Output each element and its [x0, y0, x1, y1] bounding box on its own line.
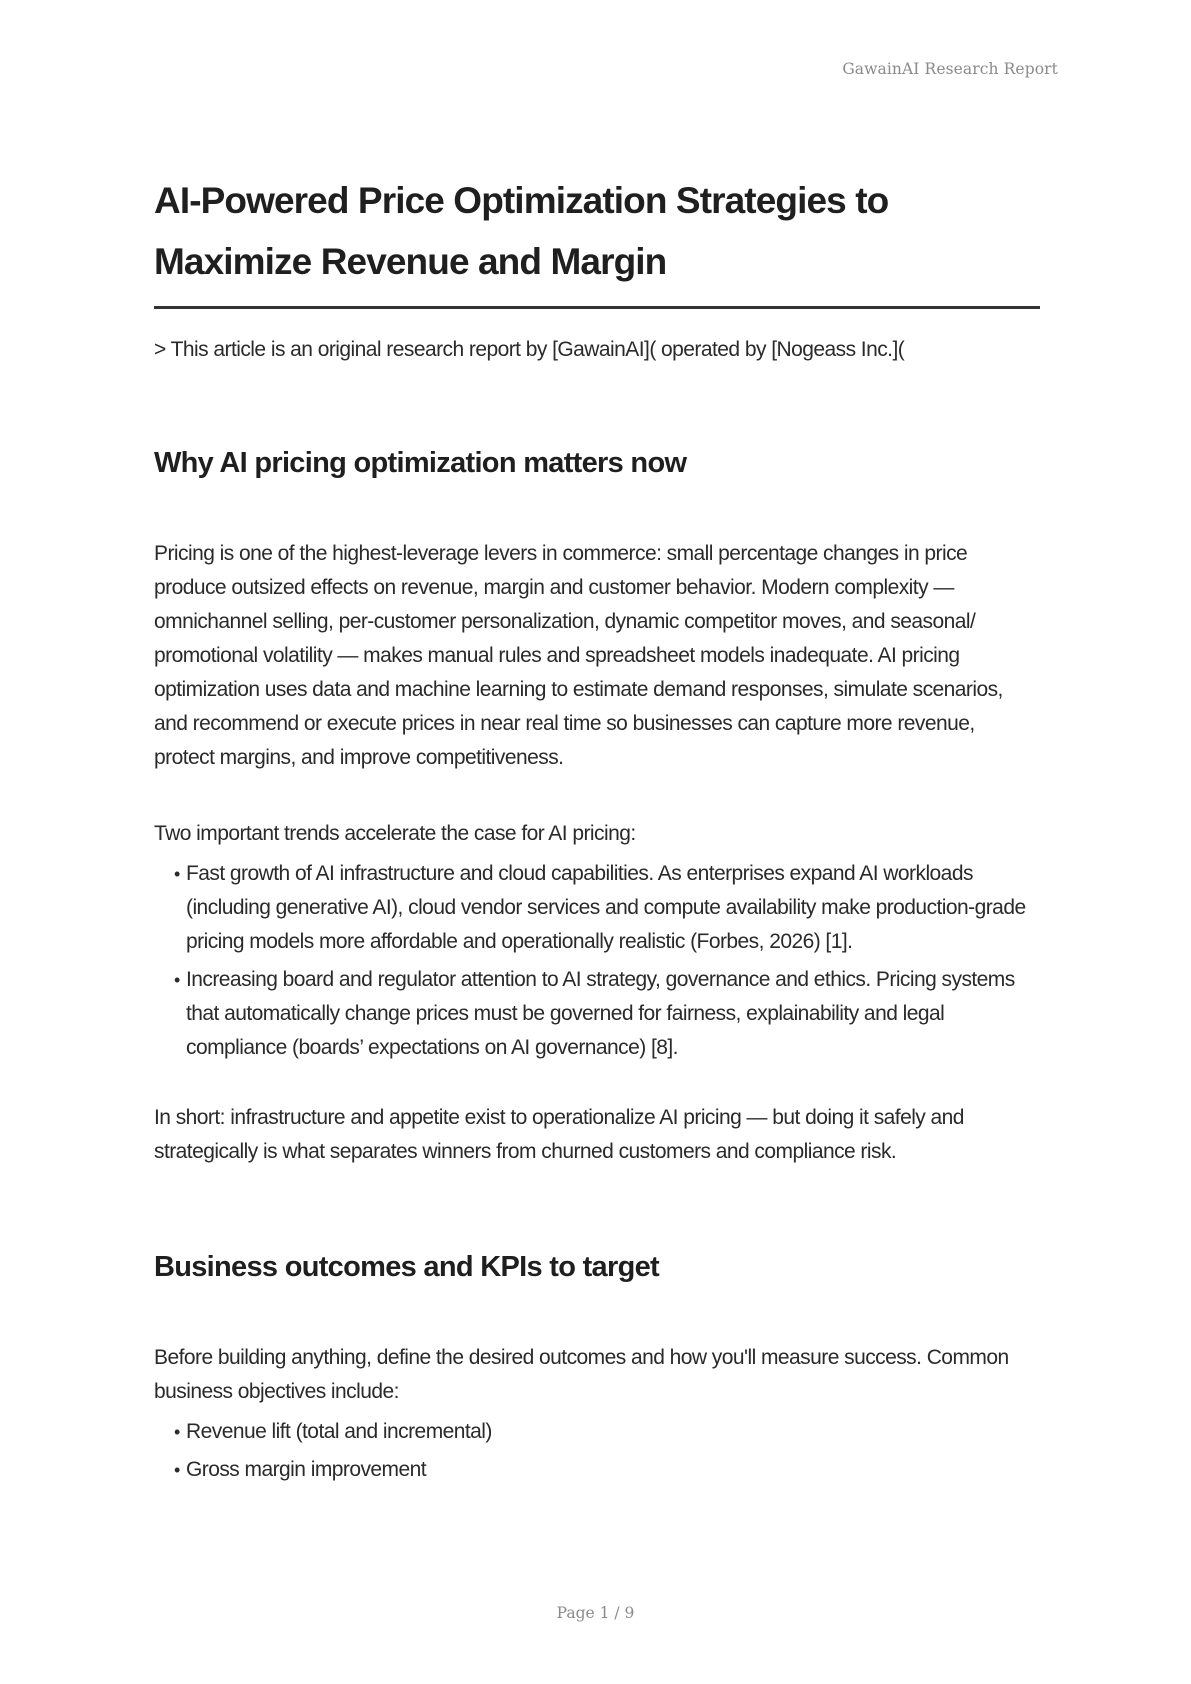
running-header: GawainAI Research Report — [842, 60, 1058, 78]
title-divider — [154, 306, 1040, 309]
intro-quote: > This article is an original research report by [GawainAI]( operated by [Nogeass Inc.]( — [154, 338, 905, 361]
list-item-text: Fast growth of AI infrastructure and cloud capabilities. As enterprises expand AI workloads (including generative AI), cloud vendor services and compute availability make production-grade pricing models more affordable and operationally realistic (Forbes, 2026) [1]. — [186, 862, 1026, 953]
page-number: Page 1 / 9 — [556, 1604, 635, 1622]
bullet-icon: • — [174, 970, 180, 990]
paragraph-in-short: In short: infrastructure and appetite exist to operationalize AI pricing — but doing it safely and strategically is what separates winners from churned customers and compliance risk. — [154, 1106, 964, 1163]
list-item — [174, 963, 1040, 1065]
paragraph-trends-intro: Two important trends accelerate the case for AI pricing: — [154, 822, 636, 845]
document-body — [154, 170, 1040, 1491]
section-heading-why-ai-pricing: Why AI pricing optimization matters now — [154, 447, 687, 479]
list-item — [174, 1453, 1040, 1487]
list-item-text: Increasing board and regulator attention to AI strategy, governance and ethics. Pricing systems that automatically change prices must be governed for fairness, explainability and legal compliance (boards’ expectations on AI governance) [8]. — [186, 968, 1015, 1059]
bullet-icon: • — [174, 1460, 180, 1480]
list-item — [174, 1415, 1040, 1449]
trends-list — [154, 857, 1040, 1065]
bullet-icon: • — [174, 864, 180, 884]
objectives-list — [154, 1415, 1040, 1487]
list-item — [174, 857, 1040, 959]
list-item-text: Revenue lift (total and incremental) — [186, 1420, 492, 1443]
paragraph-pricing-leverage: Pricing is one of the highest-leverage levers in commerce: small percentage changes in price produce outsized effects on revenue, margin and customer behavior. Modern complexity — omnichannel selling, per-customer personalization, dynamic competitor moves, and seasonal/ promotional volatility — makes manual rules and spreadsheet models inadequate. AI pricing optimization uses data and machine learning to estimate demand responses, simulate scenarios, and recommend or execute prices in near real time so businesses can capture more revenue, protect margins, and improve competitiveness. — [154, 542, 1003, 769]
bullet-icon: • — [174, 1422, 180, 1442]
paragraph-define-outcomes: Before building anything, define the desired outcomes and how you'll measure success. Common business objectives include: — [154, 1346, 1009, 1403]
section-heading-business-outcomes: Business outcomes and KPIs to target — [154, 1251, 659, 1283]
document-title: AI-Powered Price Optimization Strategies to Maximize Revenue and Margin — [154, 180, 889, 282]
list-item-text: Gross margin improvement — [186, 1458, 427, 1481]
